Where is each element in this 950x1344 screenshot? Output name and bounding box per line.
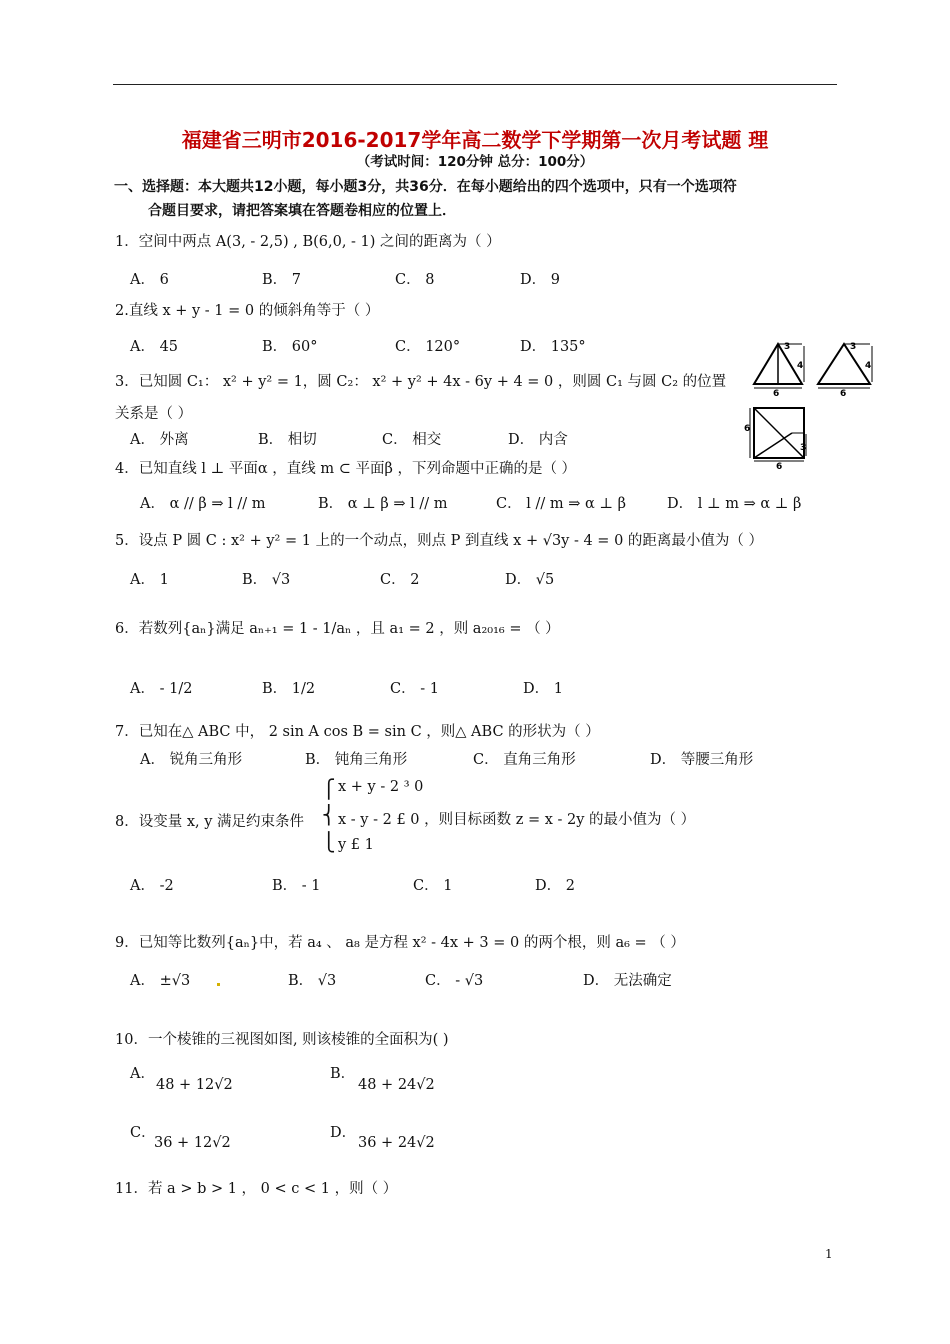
q10-option-d: 36 + 24√2	[358, 1135, 435, 1151]
label-i: 6	[776, 462, 783, 472]
q1-option-a: A． 6	[130, 272, 169, 288]
label-d: 3	[850, 342, 857, 352]
q8-option-b: B． - 1	[272, 878, 321, 894]
question-4: 4．已知直线 l ⊥ 平面α ，直线 m ⊂ 平面β ，下列命题中正确的是（ ）	[115, 461, 577, 477]
q6-option-b: B． 1/2	[262, 681, 316, 697]
front-view	[754, 342, 804, 399]
q10-option-c-label: C．	[130, 1125, 156, 1141]
question-6: 6．若数列{aₙ}满足 aₙ₊₁ = 1 - 1/aₙ ，且 a₁ = 2 ，则 a₂₀₁₆ = （ ）	[115, 621, 560, 637]
q3-option-c: C． 相交	[382, 432, 442, 448]
q2-option-c: C． 120°	[395, 339, 461, 355]
stray-dot	[217, 983, 220, 986]
q6-option-c: C． - 1	[390, 681, 439, 697]
q2-option-d: D． 135°	[520, 339, 586, 355]
three-view-figure	[744, 338, 884, 472]
page-subtitle: （考试时间：120分钟 总分：100分）	[356, 154, 594, 170]
question-3-line2: 关系是（ ）	[115, 406, 193, 422]
q7-option-a: A． 锐角三角形	[140, 752, 243, 768]
side-view	[818, 342, 872, 399]
label-b: 4	[797, 361, 804, 371]
q6-option-d: D． 1	[523, 681, 563, 697]
q1-option-b: B． 7	[262, 272, 301, 288]
page-title: 福建省三明市2016-2017学年高二数学下学期第一次月考试题 理	[181, 128, 769, 152]
brace-mid: ⎨	[322, 805, 336, 826]
q4-option-a: A． α // β ⇒ l // m	[140, 496, 266, 512]
q6-option-a: A． - 1/2	[130, 681, 193, 697]
q10-option-a-label: A．	[130, 1066, 155, 1082]
question-10: 10．一个棱锥的三视图如图, 则该棱锥的全面积为( )	[115, 1032, 449, 1048]
q8-option-d: D． 2	[535, 878, 575, 894]
q5-option-b: B． √3	[242, 572, 291, 588]
q9-option-b: B． √3	[288, 973, 337, 989]
q3-option-d: D． 内含	[508, 432, 568, 448]
label-f: 6	[840, 389, 847, 399]
q4-option-b: B． α ⊥ β ⇒ l // m	[318, 496, 448, 512]
section-heading-line2: 合题目要求，请把答案填在答题卷相应的位置上．	[148, 203, 456, 219]
q9-option-a: A． ±√3	[130, 973, 191, 989]
q1-option-c: C． 8	[395, 272, 435, 288]
label-e: 4	[865, 361, 872, 371]
q8-option-a: A． -2	[130, 878, 174, 894]
q8-constraint-1: x + y - 2 ³ 0	[338, 779, 424, 795]
header-rule	[113, 84, 837, 85]
q5-option-a: A． 1	[130, 572, 169, 588]
label-h: 3	[800, 443, 807, 453]
page-number: 1	[825, 1247, 833, 1261]
q5-option-d: D． √5	[505, 572, 555, 588]
question-7: 7．已知在△ ABC 中， 2 sin A cos B = sin C ，则△ ABC 的形状为（ ）	[115, 724, 600, 740]
q2-option-b: B． 60°	[262, 339, 318, 355]
question-9: 9．已知等比数列{aₙ}中，若 a₄ 、 a₈ 是方程 x² - 4x + 3 = 0 的两个根，则 a₆ = （ ）	[115, 935, 685, 951]
q10-option-b-label: B．	[330, 1066, 356, 1082]
q4-option-d: D． l ⊥ m ⇒ α ⊥ β	[667, 496, 802, 512]
brace-top: ⎧	[322, 779, 336, 800]
q10-option-c: 36 + 12√2	[154, 1135, 231, 1151]
question-8: 8．设变量 x, y 满足约束条件	[115, 814, 305, 830]
brace-bot: ⎩	[322, 832, 336, 853]
q1-option-d: D． 9	[520, 272, 560, 288]
q10-option-a: 48 + 12√2	[156, 1077, 233, 1093]
q8-constraint-2: x - y - 2 £ 0 ，则目标函数 z = x - 2y 的最小值为（ ）	[338, 812, 696, 828]
question-1: 1．空间中两点 A(3, - 2,5) , B(6,0, - 1) 之间的距离为（ ）	[115, 234, 501, 250]
question-2: 2.直线 x + y - 1 = 0 的倾斜角等于（ ）	[115, 303, 380, 319]
q7-option-b: B． 钝角三角形	[305, 752, 408, 768]
q3-option-a: A． 外离	[130, 432, 189, 448]
q4-option-c: C． l // m ⇒ α ⊥ β	[496, 496, 626, 512]
top-view	[744, 408, 806, 472]
q7-option-d: D． 等腰三角形	[650, 752, 754, 768]
q9-option-c: C． - √3	[425, 973, 484, 989]
section-heading-line1: 一、选择题：本大题共12小题，每小题3分，共36分．在每小题给出的四个选项中，只有一个选项符	[114, 179, 737, 195]
q10-option-d-label: D．	[330, 1125, 357, 1141]
q7-option-c: C． 直角三角形	[473, 752, 576, 768]
label-a: 3	[784, 342, 791, 352]
question-3: 3．已知圆 C₁： x² + y² = 1，圆 C₂： x² + y² + 4x - 6y + 4 = 0 ，则圆 C₁ 与圆 C₂ 的位置	[115, 374, 727, 390]
q10-option-b: 48 + 24√2	[358, 1077, 435, 1093]
question-11: 11．若 a > b > 1 ， 0 < c < 1 ，则（ ）	[115, 1181, 398, 1197]
q8-constraint-3: y £ 1	[338, 837, 374, 853]
label-g: 6	[744, 424, 751, 434]
q8-option-c: C． 1	[413, 878, 453, 894]
q3-option-b: B． 相切	[258, 432, 317, 448]
question-5: 5．设点 P 圆 C : x² + y² = 1 上的一个动点，则点 P 到直线 x + √3y - 4 = 0 的距离最小值为（ ）	[115, 533, 764, 549]
q9-option-d: D． 无法确定	[583, 973, 672, 989]
label-c: 6	[773, 389, 780, 399]
q2-option-a: A． 45	[130, 339, 179, 355]
q5-option-c: C． 2	[380, 572, 420, 588]
